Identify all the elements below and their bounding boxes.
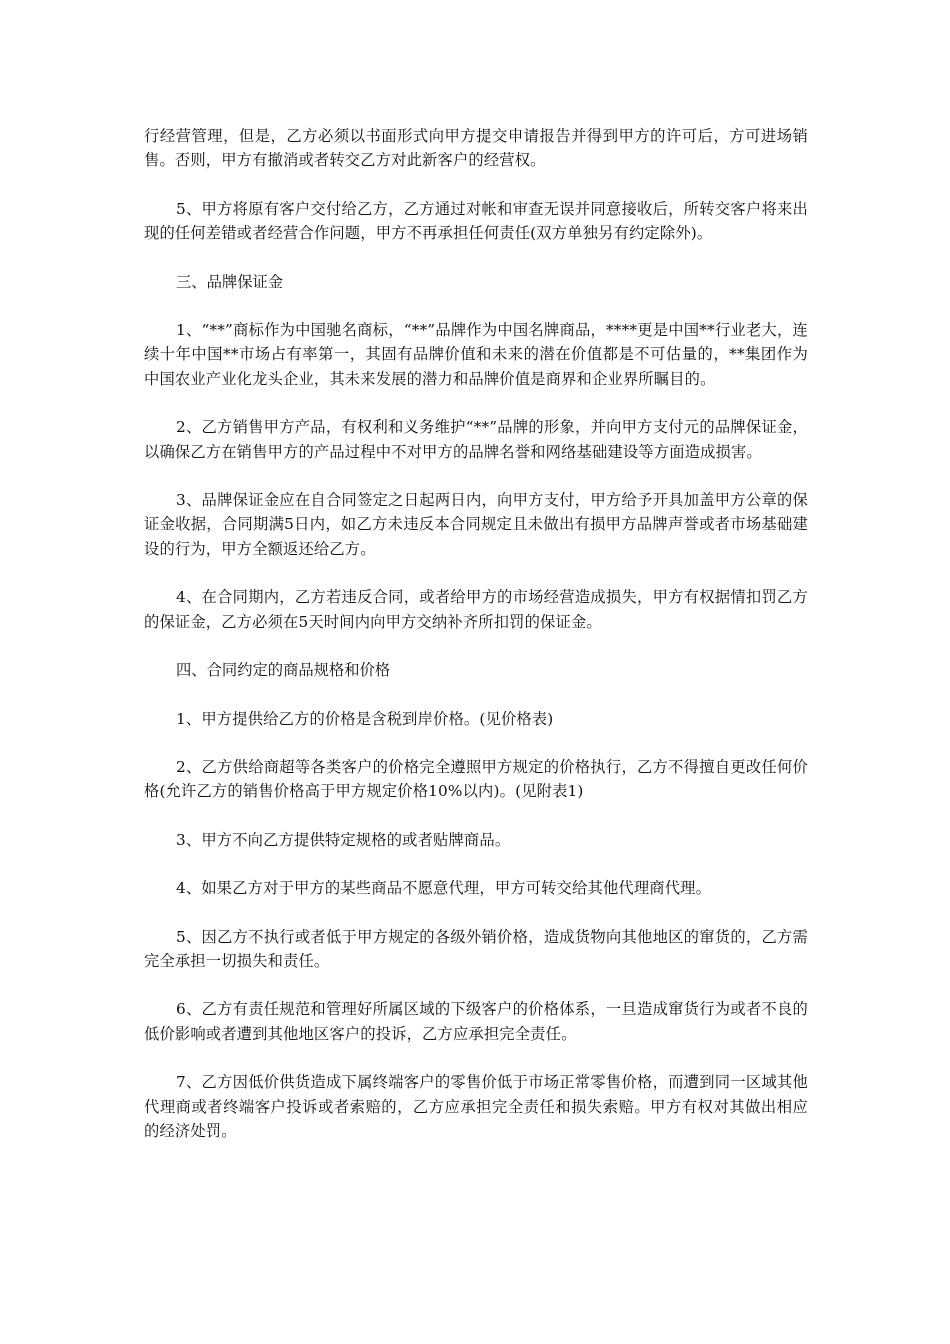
document-body xyxy=(144,124,808,1167)
paragraph-price-clause-4: 4、如果乙方对于甲方的某些商品不愿意代理，甲方可转交给其他代理商代理。 xyxy=(176,879,712,898)
paragraph-brand-clause-1: 1、“**”商标作为中国驰名商标，“**”品牌作为中国名牌商品，****更是中国**行业老大，连续十年中国**市场占有率第一，其固有品牌价值和未来的潜在价值都是不可估量的，**集团作为中国农业产业化龙头企业，其未来发展的潜力和品牌价值是商界和企业界所瞩目的。 xyxy=(144,321,808,388)
paragraph-price-clause-5: 5、因乙方不执行或者低于甲方规定的各级外销价格，造成货物向其他地区的窜货的，乙方需完全承担一切损失和责任。 xyxy=(144,927,808,970)
paragraph-price-clause-3: 3、甲方不向乙方提供特定规格的或者贴牌商品。 xyxy=(176,830,511,849)
paragraph-clause-5-customer-transfer: 5、甲方将原有客户交付给乙方，乙方通过对帐和审查无误并同意接收后，所转交客户将来出现的任何差错或者经营合作问题，甲方不再承担任何责任(双方单独另有约定除外)。 xyxy=(144,199,808,243)
paragraph-price-clause-7: 7、乙方因低价供货造成下属终端客户的零售价低于市场正常零售价格，而遭到同一区域其他代理商或者终端客户投诉或者索赔的，乙方应承担完全责任和损失索赔。甲方有权对其做出相应的经济处罚。 xyxy=(144,1073,808,1140)
paragraph-price-clause-1: 1、甲方提供给乙方的价格是含税到岸价格。(见价格表) xyxy=(176,709,554,728)
paragraph-brand-clause-4: 4、在合同期内，乙方若违反合同，或者给甲方的市场经营造成损失，甲方有权据情扣罚乙方的保证金，乙方必须在5天时间内向甲方交纳补齐所扣罚的保证金。 xyxy=(144,588,808,631)
paragraph-price-clause-6: 6、乙方有责任规范和管理好所属区域的下级客户的价格体系，一旦造成窜货行为或者不良的低价影响或者遭到其他地区客户的投诉，乙方应承担完全责任。 xyxy=(144,1000,808,1043)
paragraph-brand-clause-3: 3、品牌保证金应在自合同签定之日起两日内，向甲方支付，甲方给予开具加盖甲方公章的保证金收据，合同期满5日内，如乙方未违反本合同规定且未做出有损甲方品牌声誉或者市场基础建设的行为，甲方全额返还给乙方。 xyxy=(144,491,808,558)
paragraph-continuation: 行经营管理，但是，乙方必须以书面形式向甲方提交申请报告并得到甲方的许可后，方可进场销售。否则，甲方有撤消或者转交乙方对此新客户的经营权。 xyxy=(144,127,808,170)
section-heading-spec-price: 四、合同约定的商品规格和价格 xyxy=(176,661,391,680)
section-heading-brand-deposit: 三、品牌保证金 xyxy=(176,272,284,291)
paragraph-price-clause-2: 2、乙方供给商超等各类客户的价格完全遵照甲方规定的价格执行，乙方不得擅自更改任何价格(允许乙方的销售价格高于甲方规定价格10%以内)。(见附表1) xyxy=(144,757,808,801)
paragraph-brand-clause-2: 2、乙方销售甲方产品，有权利和义务维护“**”品牌的形象，并向甲方支付元的品牌保证金，以确保乙方在销售甲方的产品过程中不对甲方的品牌名誉和网络基础建设等方面造成损害。 xyxy=(144,418,808,461)
